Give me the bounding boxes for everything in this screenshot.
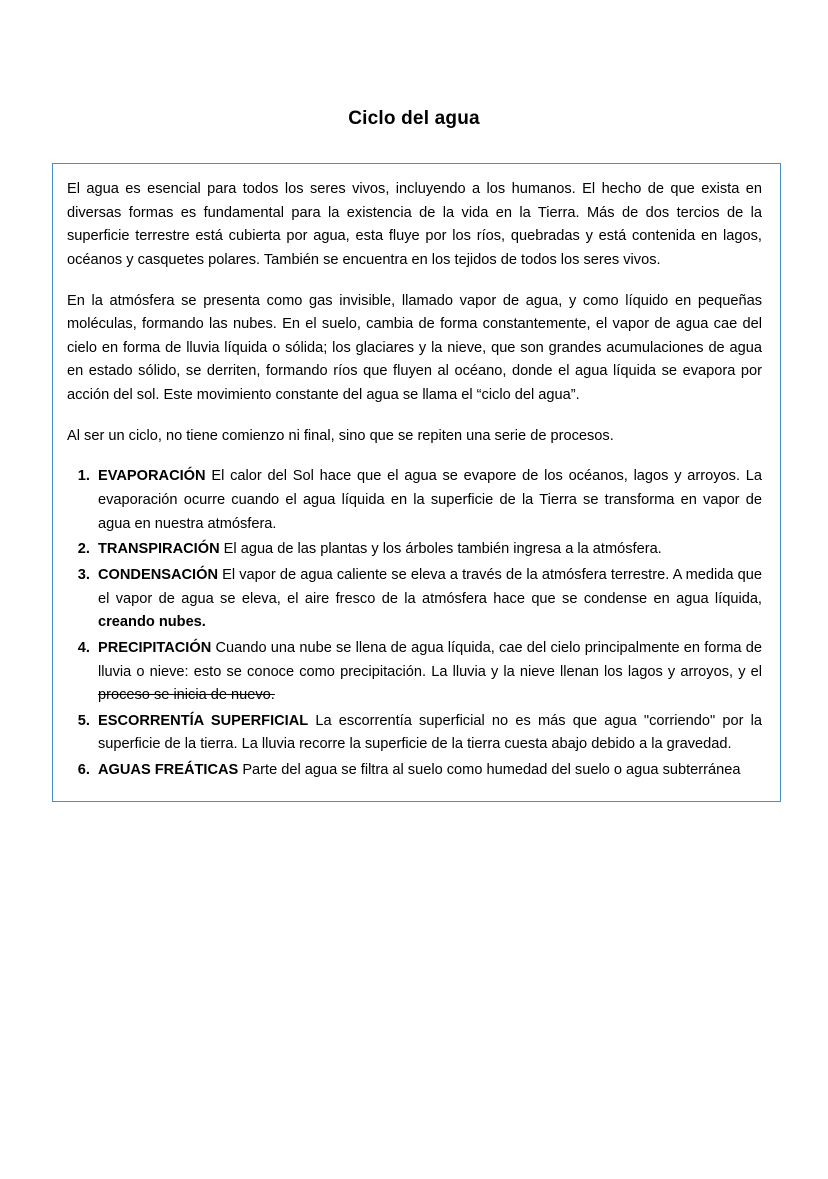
step-term: ESCORRENTÍA SUPERFICIAL: [98, 712, 309, 729]
document-page: [0, 108, 828, 1179]
list-item: [94, 465, 762, 536]
step-text: La escorrentía superficial no es más que agua "corriendo" por la superficie de la tierra. La lluvia recorre la superficie de la tierra cuesta abajo debido a la gravedad.: [98, 712, 762, 753]
step-text: Parte del agua se filtra al suelo como humedad del suelo o agua subterránea: [238, 762, 741, 779]
paragraph-2: En la atmósfera se presenta como gas invisible, llamado vapor de agua, y como líquido en pequeñas moléculas, formando las nubes. En el suelo, cambia de forma constantemente, el vapor de agua cae del cielo en forma de lluvia líquida o sólida; los glaciares y la nieve, que son grandes acumulaciones de agua en estado sólido, se derriten, formando ríos que fluyen al océano, donde el agua líquida se evapora por acción del sol. Este movimiento constante del agua se llama el “ciclo del agua”.: [67, 292, 762, 404]
step-text-strikethrough: proceso se inicia de nuevo.: [98, 687, 275, 704]
paragraph-1: El agua es esencial para todos los seres vivos, incluyendo a los humanos. El hecho de que exista en diversas formas es fundamental para la existencia de la vida en la Tierra. Más de dos tercios de la superficie terrestre está cubierta por agua, esta fluye por los ríos, quebradas y está contenida en lagos, océanos y casquetes polares. También se encuentra en los tejidos de todos los seres vivos.: [67, 181, 762, 268]
paragraph-3: Al ser un ciclo, no tiene comienzo ni final, sino que se repiten una serie de procesos.: [67, 427, 614, 444]
list-item: [94, 564, 762, 635]
page-title: Ciclo del agua: [348, 108, 480, 129]
step-text: El calor del Sol hace que el agua se evapore de los océanos, lagos y arroyos. La evaporación ocurre cuando el agua líquida en la superficie de la Tierra se transforma en vapor de agua en nuestra atmósfera.: [98, 468, 762, 532]
list-item: [94, 538, 762, 562]
step-text: Cuando una nube se llena de agua líquida, cae del cielo principalmente en forma de lluvia o nieve: esto se conoce como precipitación. La lluvia y la nieve llenan los lagos y arroyos, y el: [98, 639, 762, 680]
process-list: [67, 465, 762, 782]
step-text: El agua de las plantas y los árboles también ingresa a la atmósfera.: [219, 541, 662, 558]
content-box: [52, 163, 781, 802]
step-text-bold: creando nubes.: [98, 614, 206, 631]
step-term: EVAPORACIÓN: [98, 468, 206, 485]
step-term: PRECIPITACIÓN: [98, 639, 212, 656]
step-term: AGUAS FREÁTICAS: [98, 762, 239, 779]
list-item: [94, 637, 762, 708]
list-item: [94, 759, 762, 783]
step-term: TRANSPIRACIÓN: [98, 541, 220, 558]
list-item: [94, 710, 762, 757]
step-term: CONDENSACIÓN: [98, 566, 218, 583]
step-text: El vapor de agua caliente se eleva a través de la atmósfera terrestre. A medida que el vapor de agua se eleva, el aire fresco de la atmósfera hace que se condense en agua líquida,: [98, 566, 762, 607]
